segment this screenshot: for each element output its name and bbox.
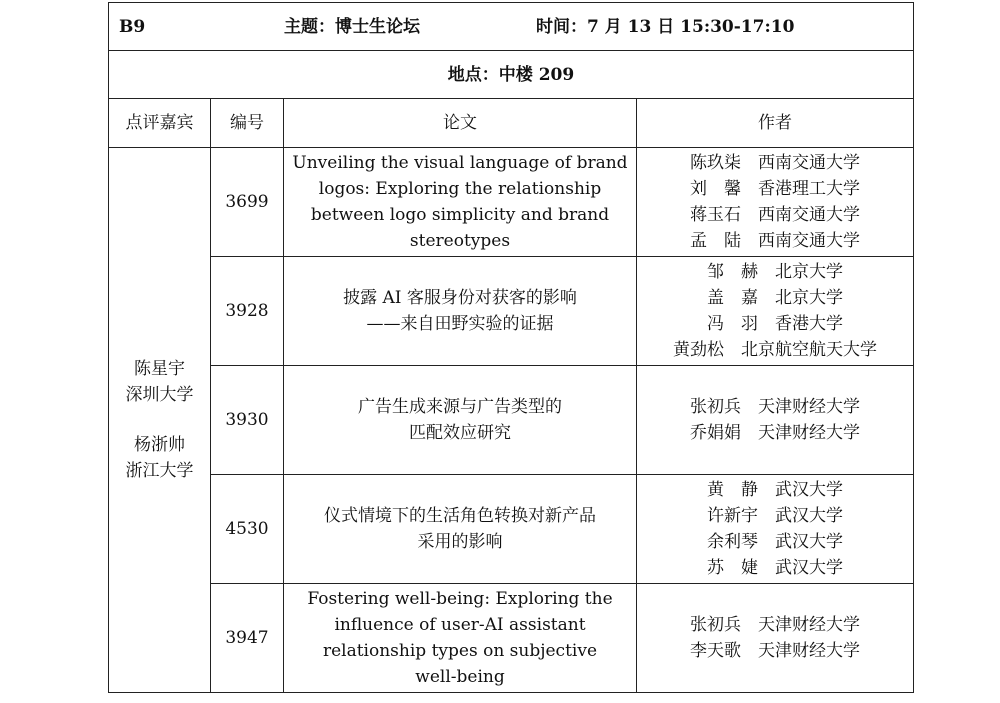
table-row (109, 584, 914, 693)
reviewer-name: 陈星宇 (134, 359, 185, 379)
session-id: B9 (119, 17, 146, 37)
column-header-reviewers: 点评嘉宾 (109, 99, 211, 148)
location-row (109, 51, 914, 99)
author-affiliation: 天津财经大学 (758, 397, 860, 417)
author-name: 张初兵 (690, 397, 741, 417)
author-entry (637, 555, 913, 581)
table-row (109, 366, 914, 475)
paper-title (284, 148, 637, 257)
paper-title (284, 366, 637, 475)
session-header-row (109, 3, 914, 51)
paper-title-line: well-being (415, 667, 505, 687)
author-name: 余利琴 (707, 532, 758, 552)
author-entry (637, 337, 913, 363)
reviewer-name: 杨浙帅 (134, 435, 185, 455)
paper-title-line: ——来自田野实验的证据 (366, 314, 554, 334)
session-header (109, 3, 914, 51)
author-name: 孟 陆 (690, 231, 741, 251)
paper-code: 3928 (211, 257, 284, 366)
author-entry (637, 202, 913, 228)
paper-code: 3947 (211, 584, 284, 693)
author-name: 邹 赫 (707, 262, 758, 282)
paper-title (284, 584, 637, 693)
author-affiliation: 天津财经大学 (758, 423, 860, 443)
paper-title-line: influence of user-AI assistant (334, 615, 586, 635)
reviewers-cell (109, 148, 211, 693)
author-affiliation: 北京大学 (775, 262, 843, 282)
author-affiliation: 武汉大学 (775, 558, 843, 578)
author-name: 盖 嘉 (707, 288, 758, 308)
paper-authors (637, 475, 914, 584)
session-location: 地点：中楼 209 (109, 51, 914, 99)
paper-title (284, 257, 637, 366)
author-entry (637, 311, 913, 337)
paper-code: 4530 (211, 475, 284, 584)
paper-authors (637, 584, 914, 693)
column-header-code: 编号 (211, 99, 284, 148)
paper-title-line: Fostering well-being: Exploring the (307, 589, 613, 609)
author-entry (637, 612, 913, 638)
paper-authors (637, 148, 914, 257)
column-header-row (109, 99, 914, 148)
author-affiliation: 西南交通大学 (758, 231, 860, 251)
author-affiliation: 北京大学 (775, 288, 843, 308)
paper-title-line: 广告生成来源与广告类型的 (358, 397, 562, 417)
author-name: 黄 静 (707, 480, 758, 500)
reviewer-affiliation: 深圳大学 (125, 385, 194, 405)
author-entry (637, 150, 913, 176)
author-affiliation: 西南交通大学 (758, 205, 860, 225)
author-entry (637, 259, 913, 285)
table-row (109, 257, 914, 366)
paper-authors (637, 366, 914, 475)
author-entry (637, 285, 913, 311)
author-affiliation: 武汉大学 (775, 532, 843, 552)
paper-code: 3930 (211, 366, 284, 475)
author-name: 许新宇 (707, 506, 758, 526)
column-header-paper: 论文 (284, 99, 637, 148)
author-affiliation: 天津财经大学 (758, 641, 860, 661)
author-name: 冯 羽 (707, 314, 758, 334)
paper-code: 3699 (211, 148, 284, 257)
column-header-authors: 作者 (637, 99, 914, 148)
author-entry (637, 394, 913, 420)
paper-title-line: stereotypes (409, 231, 511, 251)
author-affiliation: 北京航空航天大学 (741, 340, 877, 360)
paper-title-line: 仪式情境下的生活角色转换对新产品 (324, 506, 596, 526)
paper-title-line: 披露 AI 客服身份对获客的影响 (343, 288, 577, 308)
author-entry (637, 176, 913, 202)
author-name: 蒋玉石 (690, 205, 741, 225)
author-affiliation: 香港理工大学 (758, 179, 860, 199)
table-row (109, 148, 914, 257)
author-entry (637, 228, 913, 254)
author-affiliation: 武汉大学 (775, 480, 843, 500)
author-name: 李天歌 (690, 641, 741, 661)
paper-title-line: 采用的影响 (417, 532, 503, 552)
author-name: 刘 馨 (690, 179, 741, 199)
author-affiliation: 武汉大学 (775, 506, 843, 526)
paper-title-line: between logo simplicity and brand (310, 205, 610, 225)
table-row (109, 475, 914, 584)
paper-title (284, 475, 637, 584)
author-name: 苏 婕 (707, 558, 758, 578)
author-name: 陈玖柒 (690, 153, 741, 173)
author-affiliation: 西南交通大学 (758, 153, 860, 173)
author-entry (637, 477, 913, 503)
session-topic: 主题：博士生论坛 (284, 17, 420, 37)
author-affiliation: 天津财经大学 (758, 615, 860, 635)
paper-title-line: logos: Exploring the relationship (318, 179, 602, 199)
paper-title-line: relationship types on subjective (322, 641, 598, 661)
paper-title-line: Unveiling the visual language of brand (292, 153, 628, 173)
author-entry (637, 503, 913, 529)
author-entry (637, 420, 913, 446)
author-entry (637, 638, 913, 664)
author-entry (637, 529, 913, 555)
author-affiliation: 香港大学 (775, 314, 843, 334)
author-name: 张初兵 (690, 615, 741, 635)
author-name: 乔娟娟 (690, 423, 741, 443)
paper-title-line: 匹配效应研究 (409, 423, 511, 443)
schedule-table (108, 2, 914, 693)
reviewer-affiliation: 浙江大学 (125, 461, 194, 481)
session-time: 时间：7 月 13 日 15:30-17:10 (536, 17, 795, 37)
author-name: 黄劲松 (673, 340, 724, 360)
paper-authors (637, 257, 914, 366)
